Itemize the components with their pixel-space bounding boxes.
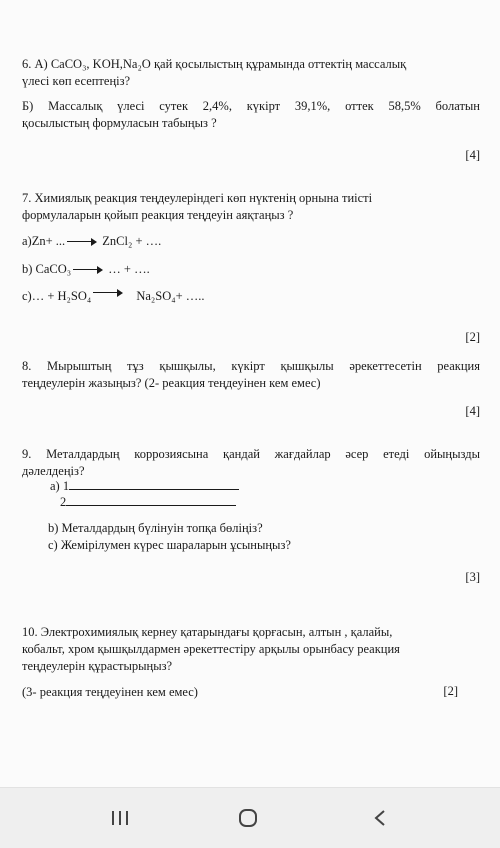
q8-score: [4]	[465, 404, 480, 418]
q9-a2-label: 2	[60, 495, 67, 509]
q7-item-b	[22, 261, 150, 278]
q6-b-line2: қосылыстың формуласын табыңыз ?	[22, 116, 217, 130]
q6-line2: үлесі көп есептеңіз?	[22, 74, 131, 88]
q10-line3: теңдеулерін құрастырыңыз?	[22, 659, 173, 673]
q7-b-right: … + ….	[108, 262, 150, 276]
recent-apps-button[interactable]	[90, 788, 150, 848]
q10-note: (3- реакция теңдеуінен кем емес)	[22, 685, 198, 699]
q7-line2: формулаларын қойып реакция теңдеуін аяқтаңыз ?	[22, 208, 294, 222]
reaction-arrow-icon	[93, 288, 123, 298]
answer-line	[69, 477, 239, 490]
q9-c: c) Жемірілумен күрес шараларын ұсыныңыз?	[48, 538, 291, 552]
back-icon	[371, 808, 389, 828]
q10-line1: 10. Электрохимиялық кернеу қатарындағы қорғасын, алтын , қалайы,	[22, 625, 393, 639]
home-button[interactable]	[218, 788, 278, 848]
q7-c-right: Na₂SO₄+ …..	[136, 289, 205, 303]
q7-score: [2]	[465, 330, 480, 344]
q7-a-left: a)Zn+ ...	[22, 234, 66, 248]
q6-score: [4]	[465, 148, 480, 162]
q9-line2: дәлелдеңіз?	[22, 464, 85, 478]
q7-item-c	[22, 288, 205, 305]
q9-score: [3]	[465, 570, 480, 584]
reaction-arrow-icon	[67, 237, 97, 247]
q6-line1: 6. А) CaCO₃, KOH,Na₂O қай қосылыстың құрамында оттектің массалық	[22, 57, 407, 71]
q10-score: [2]	[443, 684, 458, 698]
q9-line1: 9. Металдардың коррозиясына қандай жағдайлар әсер етеді ойыңызды	[22, 447, 480, 461]
home-icon	[237, 807, 259, 829]
q7-a-right: ZnCl₂ + ….	[102, 234, 162, 248]
navigation-bar	[0, 787, 500, 848]
back-button[interactable]	[350, 788, 410, 848]
reaction-arrow-icon	[73, 265, 103, 275]
q7-item-a	[22, 233, 161, 250]
q7-c-left: c)… + H₂SO₄	[22, 289, 92, 303]
q6-b-line1: Б) Массалық үлесі сутек 2,4%, күкірт 39,1%, оттек 58,5% болатын	[22, 99, 480, 113]
q9-b: b) Металдардың бүлінуін топқа бөліңіз?	[48, 521, 263, 535]
q9-answer-2	[60, 493, 236, 511]
q8-line2: теңдеулерін жазыңыз? (2- реакция теңдеуінен кем емес)	[22, 376, 321, 390]
q10-line2: кобальт, хром қышқылдармен әрекеттестіру арқылы орынбасу реакция	[22, 642, 400, 656]
answer-line	[66, 493, 236, 506]
q8-line1: 8. Мырыштың тұз қышқылы, күкірт қышқылы әрекеттесетін реакция	[22, 359, 480, 373]
q7-b-left: b) CaCO₃	[22, 262, 72, 276]
q7-line1: 7. Химиялық реакция теңдеулеріндегі көп нүктенің орнына тиісті	[22, 191, 373, 205]
recent-apps-icon	[109, 809, 131, 827]
q9-a1-label: a) 1	[50, 479, 70, 493]
